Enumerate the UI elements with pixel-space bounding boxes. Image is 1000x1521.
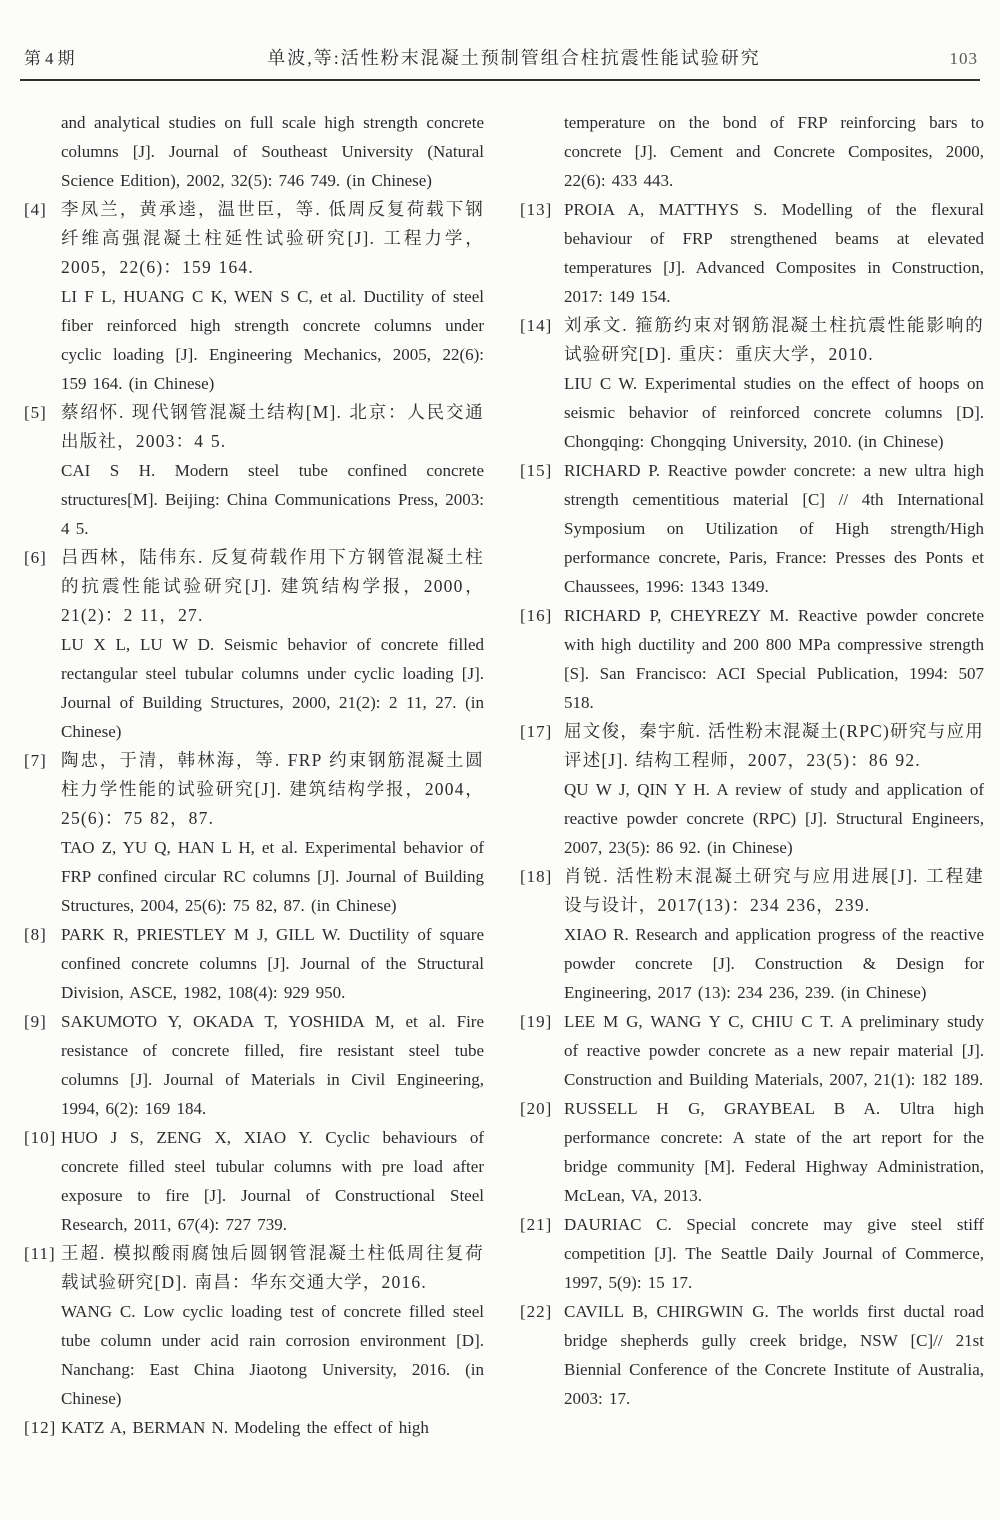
running-title: 单波,等:活性粉末混凝土预制管组合柱抗震性能试验研究 — [267, 48, 761, 68]
reference-entry — [24, 108, 484, 195]
reference-text: LEE M G, WANG Y C, CHIU C T. A preliminary study of reactive powder concrete as a new repair material [J]. Construction and Building Materials, 2007, 21(1): 182 189. — [564, 1012, 984, 1089]
reference-label: [16] — [520, 606, 553, 625]
reference-entry — [520, 1297, 984, 1413]
reference-entry — [24, 1007, 484, 1123]
reference-label: [6] — [24, 548, 47, 567]
reference-text: QU W J, QIN Y H. A review of study and application of reactive powder concrete (RPC) [J]. Structural Engineers, 2007, 23(5): 86 92. (in Chinese) — [564, 780, 984, 857]
reference-text: CAI S H. Modern steel tube confined concrete structures[M]. Beijing: China Communications Press, 2003: 4 5. — [61, 461, 484, 538]
reference-label: [5] — [24, 403, 47, 422]
reference-entry — [520, 1007, 984, 1094]
reference-entry — [520, 108, 984, 195]
reference-entry — [520, 1094, 984, 1210]
reference-label: [12] — [24, 1418, 57, 1437]
reference-text: CAVILL B, CHIRGWIN G. The worlds first ductal road bridge shepherds gully creek bridge, NSW [C]// 21st Biennial Conference of the Concrete Institute of Australia, 2003: 17. — [564, 1302, 984, 1408]
reference-text: LI F L, HUANG C K, WEN S C, et al. Ductility of steel fiber reinforced high strength concrete columns under cyclic loading [J]. Engineering Mechanics, 2005, 22(6): 159 164. (in Chinese) — [61, 287, 484, 393]
reference-label: [10] — [24, 1128, 57, 1147]
reference-text: temperature on the bond of FRP reinforcing bars to concrete [J]. Cement and Concrete Composites, 2000, 22(6): 433 443. — [564, 113, 984, 190]
reference-entry — [24, 920, 484, 1007]
reference-text: 刘承文. 箍筋约束对钢筋混凝土柱抗震性能影响的试验研究[D]. 重庆：重庆大学，2010. — [564, 315, 984, 364]
reference-text: and analytical studies on full scale high strength concrete columns [J]. Journal of Southeast University (Natural Science Edition), 2002, 32(5): 746 749. (in Chinese) — [61, 113, 484, 190]
reference-label: [17] — [520, 722, 553, 741]
references-column-left — [24, 108, 484, 1442]
reference-entry — [520, 717, 984, 862]
reference-entry — [24, 1413, 484, 1442]
reference-label: [19] — [520, 1012, 553, 1031]
reference-text: 王超. 模拟酸雨腐蚀后圆钢管混凝土柱低周往复荷载试验研究[D]. 南昌：华东交通大学，2016. — [61, 1243, 484, 1292]
reference-text: 吕西林，陆伟东. 反复荷载作用下方钢管混凝土柱的抗震性能试验研究[J]. 建筑结构学报，2000，21(2)：2 11，27. — [61, 547, 484, 625]
references-columns — [0, 81, 1000, 1442]
reference-text: 陶忠，于清，韩林海，等. FRP 约束钢筋混凝土圆柱力学性能的试验研究[J]. 建筑结构学报，2004，25(6)：75 82，87. — [61, 750, 484, 828]
reference-entry — [24, 746, 484, 920]
reference-label: [20] — [520, 1099, 553, 1118]
reference-text: PARK R, PRIESTLEY M J, GILL W. Ductility of square confined concrete columns [J]. Journal of the Structural Division, ASCE, 1982, 108(4): 929 950. — [61, 925, 484, 1002]
reference-entry — [24, 398, 484, 543]
reference-entry — [24, 1123, 484, 1239]
reference-text: 蔡绍怀. 现代钢管混凝土结构[M]. 北京：人民交通出版社，2003：4 5. — [61, 402, 484, 451]
reference-label: [13] — [520, 200, 553, 219]
reference-text: SAKUMOTO Y, OKADA T, YOSHIDA M, et al. Fire resistance of concrete filled, fire resistant steel tube columns [J]. Journal of Materials in Civil Engineering, 1994, 6(2): 169 184. — [61, 1012, 484, 1118]
reference-text: LU X L, LU W D. Seismic behavior of concrete filled rectangular steel tubular columns under cyclic loading [J]. Journal of Building Structures, 2000, 21(2): 2 11, 27. (in Chinese) — [61, 635, 484, 741]
reference-text: HUO J S, ZENG X, XIAO Y. Cyclic behaviours of concrete filled steel tubular columns with pre load after exposure to fire [J]. Journal of Constructional Steel Research, 2011, 67(4): 727 739. — [61, 1128, 484, 1234]
reference-text: XIAO R. Research and application progress of the reactive powder concrete [J]. Construction & Design for Engineering, 2017 (13): 234 236, 239. (in Chinese) — [564, 925, 984, 1002]
reference-label: [15] — [520, 461, 553, 480]
reference-entry — [520, 195, 984, 311]
reference-label: [8] — [24, 925, 47, 944]
page-number: 103 — [949, 49, 978, 68]
reference-text: RUSSELL H G, GRAYBEAL B A. Ultra high performance concrete: A state of the art report for the bridge community [M]. Federal Highway Administration, McLean, VA, 2013. — [564, 1099, 984, 1205]
reference-entry — [520, 862, 984, 1007]
reference-text: KATZ A, BERMAN N. Modeling the effect of high — [61, 1418, 429, 1437]
reference-label: [11] — [24, 1244, 56, 1263]
reference-entry — [24, 1239, 484, 1413]
reference-label: [9] — [24, 1012, 47, 1031]
reference-entry — [520, 1210, 984, 1297]
reference-text: RICHARD P, CHEYREZY M. Reactive powder concrete with high ductility and 200 800 MPa compressive strength [S]. San Francisco: ACI Special Publication, 1994: 507 518. — [564, 606, 984, 712]
reference-text: TAO Z, YU Q, HAN L H, et al. Experimental behavior of FRP confined circular RC columns [J]. Journal of Building Structures, 2004, 25(6): 75 82, 87. (in Chinese) — [61, 838, 484, 915]
reference-text: 屈文俊，秦宇航. 活性粉末混凝土(RPC)研究与应用评述[J]. 结构工程师，2007，23(5)：86 92. — [564, 721, 984, 770]
reference-label: [18] — [520, 867, 553, 886]
references-column-right — [520, 108, 984, 1442]
reference-entry — [24, 195, 484, 398]
reference-entry — [520, 601, 984, 717]
reference-text: PROIA A, MATTHYS S. Modelling of the flexural behaviour of FRP strengthened beams at elevated temperatures [J]. Advanced Composites in Construction, 2017: 149 154. — [564, 200, 984, 306]
reference-label: [21] — [520, 1215, 553, 1234]
reference-entry — [520, 456, 984, 601]
journal-issue: 第4期 — [24, 49, 79, 68]
reference-text: RICHARD P. Reactive powder concrete: a new ultra high strength cementitious material [C] // 4th International Symposium on Utilization of High strength/High performance concrete, Paris, France: Presses des Ponts et Chaussees, 1996: 1343 1349. — [564, 461, 984, 596]
reference-label: [4] — [24, 200, 47, 219]
reference-label: [7] — [24, 751, 47, 770]
reference-text: 肖锐. 活性粉末混凝土研究与应用进展[J]. 工程建设与设计，2017(13)：234 236，239. — [564, 866, 984, 915]
page-header — [0, 0, 1000, 70]
reference-text: WANG C. Low cyclic loading test of concrete filled steel tube column under acid rain corrosion environment [D]. Nanchang: East China Jiaotong University, 2016. (in Chinese) — [61, 1302, 484, 1408]
reference-text: LIU C W. Experimental studies on the effect of hoops on seismic behavior of reinforced concrete columns [D]. Chongqing: Chongqing University, 2010. (in Chinese) — [564, 374, 984, 451]
reference-text: 李凤兰，黄承逵，温世臣，等. 低周反复荷载下钢纤维高强混凝土柱延性试验研究[J]. 工程力学，2005，22(6)：159 164. — [61, 199, 484, 277]
reference-entry — [24, 543, 484, 746]
reference-text: DAURIAC C. Special concrete may give steel stiff competition [J]. The Seattle Daily Journal of Commerce, 1997, 5(9): 15 17. — [564, 1215, 984, 1292]
reference-label: [14] — [520, 316, 553, 335]
reference-entry — [520, 311, 984, 456]
reference-label: [22] — [520, 1302, 553, 1321]
